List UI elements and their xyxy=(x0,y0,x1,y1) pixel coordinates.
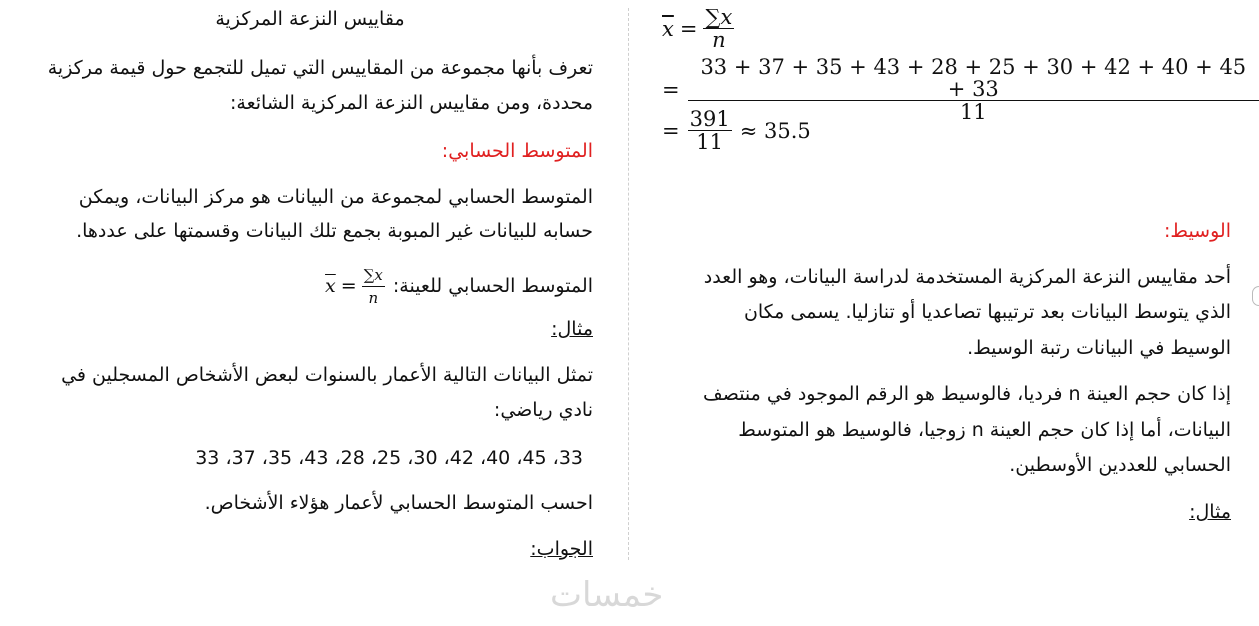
eq1-fraction xyxy=(703,6,734,51)
median-line-2: الذي يتوسط البيانات بعد ترتيبها تصاعديا أو تنازليا. يسمى مكان xyxy=(743,301,1231,323)
side-scroll-handle[interactable] xyxy=(1252,286,1259,306)
sample-mean-formula xyxy=(325,264,385,309)
eq3-fraction xyxy=(688,108,732,153)
median-line-3: الوسيط في البيانات رتبة الوسيط. xyxy=(967,337,1231,359)
answer-heading: الجواب: xyxy=(530,538,593,560)
data-values: 33، 45، 40، 42، 30، 25، 28، 43، 35، 37، 33 xyxy=(195,447,583,469)
watermark-logo: خمسات xyxy=(550,575,664,615)
equation-result xyxy=(662,108,811,153)
sample-mean-label: المتوسط الحسابي للعينة: xyxy=(392,275,593,297)
column-divider xyxy=(628,8,629,560)
example-line-1: تمثل البيانات التالية الأعمار بالسنوات لبعض الأشخاص المسجلين في xyxy=(61,364,593,386)
eq3-approx: ≈ 35.5 xyxy=(739,118,811,143)
eq1-denominator: n xyxy=(712,28,726,52)
eq2-numerator: 33 + 37 + 35 + 43 + 28 + 25 + 30 + 42 + 40 + 45 + 33 xyxy=(688,56,1259,101)
formula-fraction xyxy=(362,264,385,309)
eq1-equals: = xyxy=(679,16,698,41)
equation-mean-definition xyxy=(662,6,734,51)
eq2-denominator: 11 xyxy=(959,100,987,124)
example-heading-right: مثال: xyxy=(1189,501,1231,523)
median-rule-line-1: إذا كان حجم العينة n فرديا، فالوسيط هو الرقم الموجود في منتصف xyxy=(703,383,1231,405)
median-heading: الوسيط: xyxy=(1164,220,1231,242)
eq3-equals: = xyxy=(662,118,680,143)
formula-numerator: ∑x xyxy=(362,264,385,287)
mean-definition-line-1: المتوسط الحسابي لمجموعة من البيانات هو مركز البيانات، ويمكن xyxy=(78,186,593,208)
median-line-1: أحد مقاييس النزعة المركزية المستخدمة لدراسة البيانات، وهو العدد xyxy=(703,266,1231,288)
formula-equals: = xyxy=(340,275,357,297)
sample-mean-formula-row xyxy=(325,264,593,309)
eq3-denominator: 11 xyxy=(696,130,724,154)
eq3-numerator: 391 xyxy=(689,107,730,131)
median-rule-line-3: الحسابي للعددين الأوسطين. xyxy=(1009,454,1231,476)
eq2-equals: = xyxy=(662,77,680,102)
mean-definition-line-2: حسابه للبيانات غير المبوبة بجمع تلك البيانات وقسمتها على عددها. xyxy=(76,220,593,242)
mean-heading: المتوسط الحسابي: xyxy=(441,140,593,162)
intro-line-2: محددة، ومن مقاييس النزعة المركزية الشائعة: xyxy=(230,92,593,114)
eq1-numerator: ∑x xyxy=(705,5,733,29)
example-line-2: نادي رياضي: xyxy=(493,399,593,421)
intro-line-1: تعرف بأنها مجموعة من المقاييس التي تميل للتجمع حول قيمة مركزية xyxy=(47,57,593,79)
formula-denominator: n xyxy=(368,289,379,307)
median-rule-line-2: البيانات، أما إذا كان حجم العينة n زوجيا، فالوسيط هو المتوسط xyxy=(738,419,1231,441)
example-heading-left: مثال: xyxy=(551,318,593,340)
page-title: مقاييس النزعة المركزية xyxy=(215,8,405,30)
task-text: احسب المتوسط الحسابي لأعمار هؤلاء الأشخاص. xyxy=(204,492,593,514)
formula-xbar: $\overline{x}$ xyxy=(325,275,336,297)
eq1-xbar: $\overline{x}$ xyxy=(662,16,674,41)
